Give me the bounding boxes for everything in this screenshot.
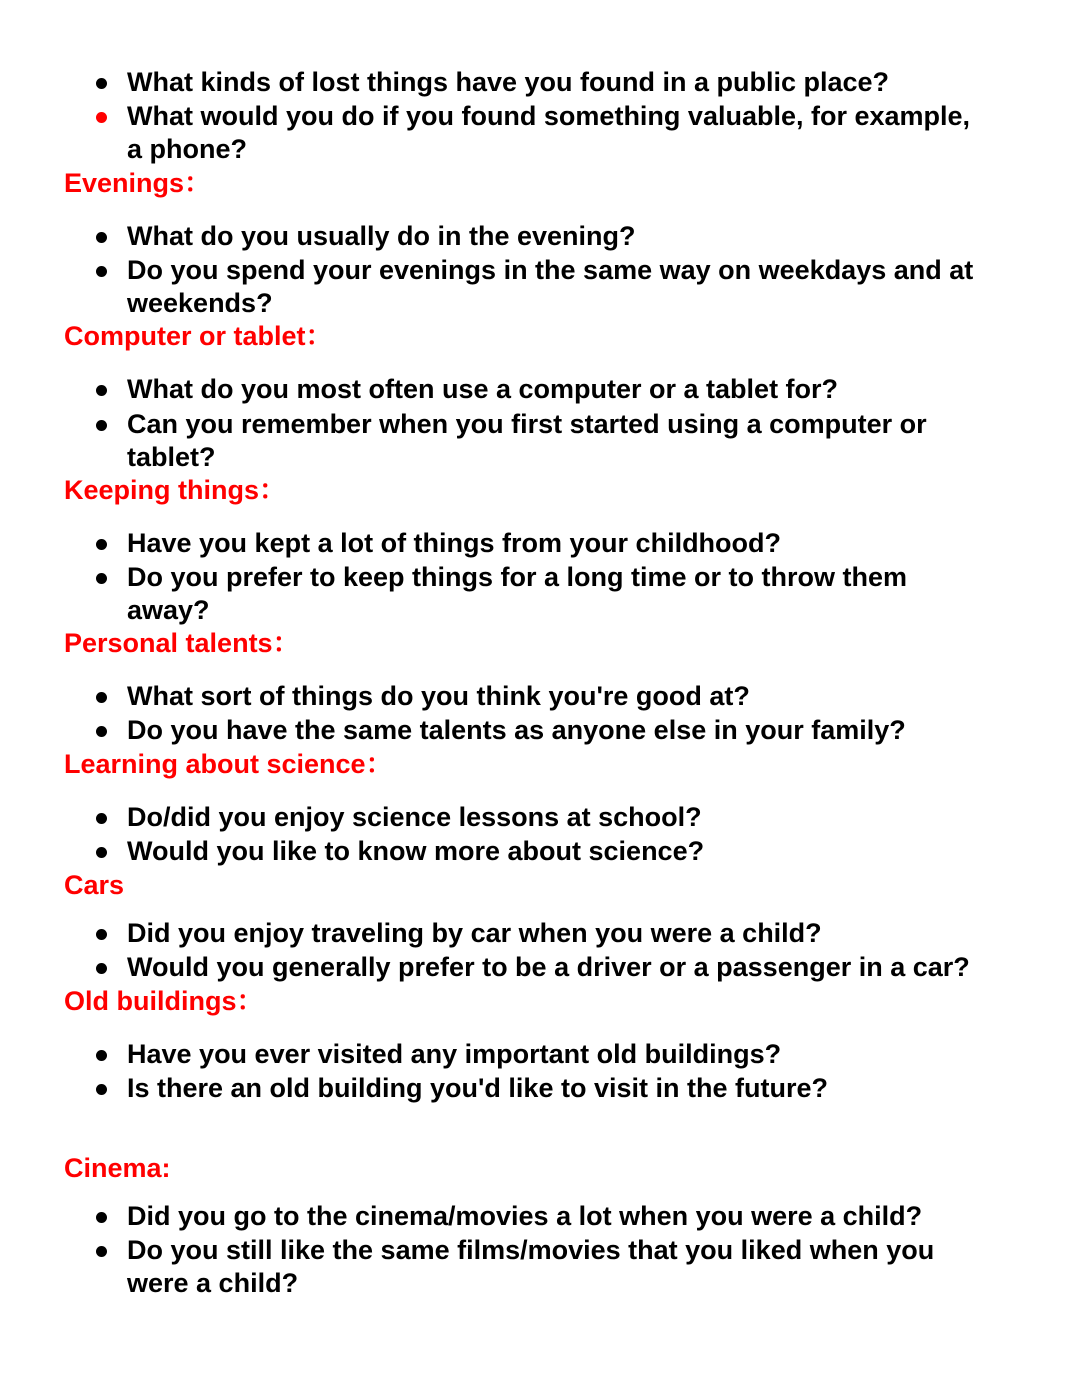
list-item-text: Do/did you enjoy science lessons at school?: [127, 802, 702, 832]
list-item-text-continued: were a child?: [127, 1268, 299, 1298]
list-item-text: Would you generally prefer to be a driver or a passenger in a car?: [127, 952, 970, 982]
list-item-text-continued: a phone?: [127, 134, 247, 164]
bullet-icon: [96, 963, 107, 974]
bullet-icon: [96, 726, 107, 737]
list-item-text: What do you most often use a computer or a tablet for?: [127, 374, 839, 404]
list-item-text: What would you do if you found something valuable, for example,: [127, 101, 971, 131]
list-item-text: What kinds of lost things have you found in a public place?: [127, 67, 890, 97]
bullet-icon: [96, 78, 107, 89]
bullet-icon: [96, 539, 107, 550]
bullet-icon: [96, 813, 107, 824]
section-heading-computer-or-tablet: Computer or tablet：: [64, 321, 333, 351]
section-heading-personal-talents: Personal talents：: [64, 628, 300, 658]
list-item-text: Did you go to the cinema/movies a lot when you were a child?: [127, 1201, 923, 1231]
section-heading-learning-about-science: Learning about science：: [64, 749, 393, 779]
bullet-icon: [96, 573, 107, 584]
bullet-icon: [96, 420, 107, 431]
section-heading-keeping-things: Keeping things：: [64, 475, 286, 505]
list-item-text: Have you ever visited any important old buildings?: [127, 1039, 782, 1069]
list-item-text: Do you still like the same films/movies that you liked when you: [127, 1235, 935, 1265]
bullet-icon: [96, 385, 107, 396]
bullet-icon: [96, 1084, 107, 1095]
list-item-text-continued: away?: [127, 595, 210, 625]
list-item-text: Do you have the same talents as anyone else in your family?: [127, 715, 906, 745]
list-item-text: What sort of things do you think you're good at?: [127, 681, 750, 711]
list-item-text: Would you like to know more about science?: [127, 836, 705, 866]
list-item-text-continued: weekends?: [127, 288, 273, 318]
list-item-text-continued: tablet?: [127, 442, 216, 472]
section-heading-evenings: Evenings：: [64, 168, 212, 198]
list-item-text: Did you enjoy traveling by car when you were a child?: [127, 918, 822, 948]
bullet-icon: [96, 1212, 107, 1223]
list-item-text: Can you remember when you first started using a computer or: [127, 409, 927, 439]
section-heading-cars: Cars: [64, 870, 125, 900]
list-item-text: What do you usually do in the evening?: [127, 221, 636, 251]
bullet-icon: [96, 1050, 107, 1061]
bullet-icon: [96, 929, 107, 940]
bullet-icon: [96, 232, 107, 243]
bullet-icon: [96, 112, 107, 123]
list-item-text: Have you kept a lot of things from your childhood?: [127, 528, 782, 558]
bullet-icon: [96, 1246, 107, 1257]
bullet-icon: [96, 692, 107, 703]
section-heading-old-buildings: Old buildings：: [64, 986, 264, 1016]
list-item-text: Is there an old building you'd like to visit in the future?: [127, 1073, 828, 1103]
list-item-text: Do you prefer to keep things for a long time or to throw them: [127, 562, 908, 592]
bullet-icon: [96, 847, 107, 858]
section-heading-cinema: Cinema:: [64, 1153, 171, 1183]
bullet-icon: [96, 266, 107, 277]
list-item-text: Do you spend your evenings in the same way on weekdays and at: [127, 255, 974, 285]
